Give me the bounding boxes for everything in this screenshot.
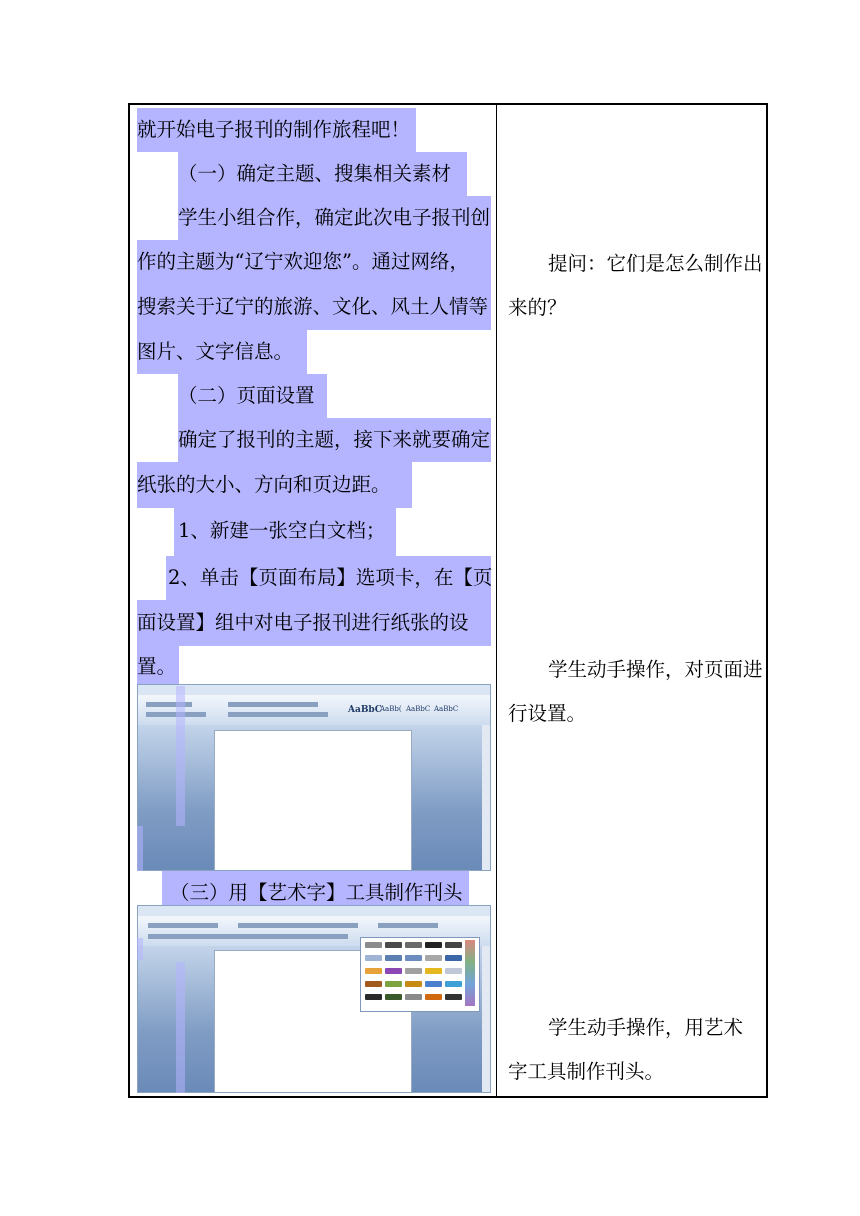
section-heading: （三）用【艺术字】工具制作刊头: [170, 881, 463, 904]
text-line: 就开始电子报刊的制作旅程吧！: [137, 118, 411, 141]
text-line: 面设置】组中对电子报刊进行纸张的设: [137, 611, 469, 634]
student-activity: 行设置。: [508, 702, 587, 725]
style-label: AaBb(: [380, 705, 402, 713]
section-heading: （一）确定主题、搜集相关素材: [178, 162, 452, 185]
teacher-question: 提问：它们是怎么制作出: [548, 252, 763, 275]
highlight: [137, 826, 143, 871]
style-label: AaBbC: [406, 705, 431, 713]
highlight: [137, 938, 143, 960]
style-label: AaBbC: [434, 705, 459, 713]
text-line: 确定了报刊的主题，接下来就要确定: [178, 428, 491, 451]
student-activity: 字工具制作刊头。: [508, 1060, 665, 1083]
highlight: [176, 686, 185, 826]
section-heading: （二）页面设置: [178, 384, 315, 407]
teacher-question: 来的？: [508, 296, 567, 319]
word-screenshot-wordart: [137, 905, 491, 1093]
step-line: 2、单击【页面布局】选项卡，在【页: [168, 566, 493, 589]
style-gallery: [348, 697, 468, 723]
wordart-gallery: [360, 937, 480, 1012]
student-activity: 学生动手操作，用艺术: [548, 1016, 744, 1039]
blank-document: [214, 730, 412, 871]
highlight: [176, 962, 185, 1093]
student-activity: 学生动手操作，对页面进: [548, 658, 763, 681]
word-screenshot-page-setup: [137, 684, 491, 871]
text-line: 纸张的大小、方向和页边距。: [137, 473, 391, 496]
step-line: 1、新建一张空白文档；: [178, 519, 386, 542]
text-line: 搜索关于辽宁的旅游、文化、风土人情等: [137, 295, 489, 318]
text-line: 学生小组合作，确定此次电子报刊创: [178, 206, 491, 229]
column-divider: [496, 103, 497, 1098]
text-line: 图片、文字信息。: [137, 340, 294, 363]
text-line: 作的主题为“辽宁欢迎您”。通过网络，: [137, 250, 469, 273]
text-line: 置。: [137, 655, 177, 678]
style-label: AaBbC: [348, 705, 382, 715]
